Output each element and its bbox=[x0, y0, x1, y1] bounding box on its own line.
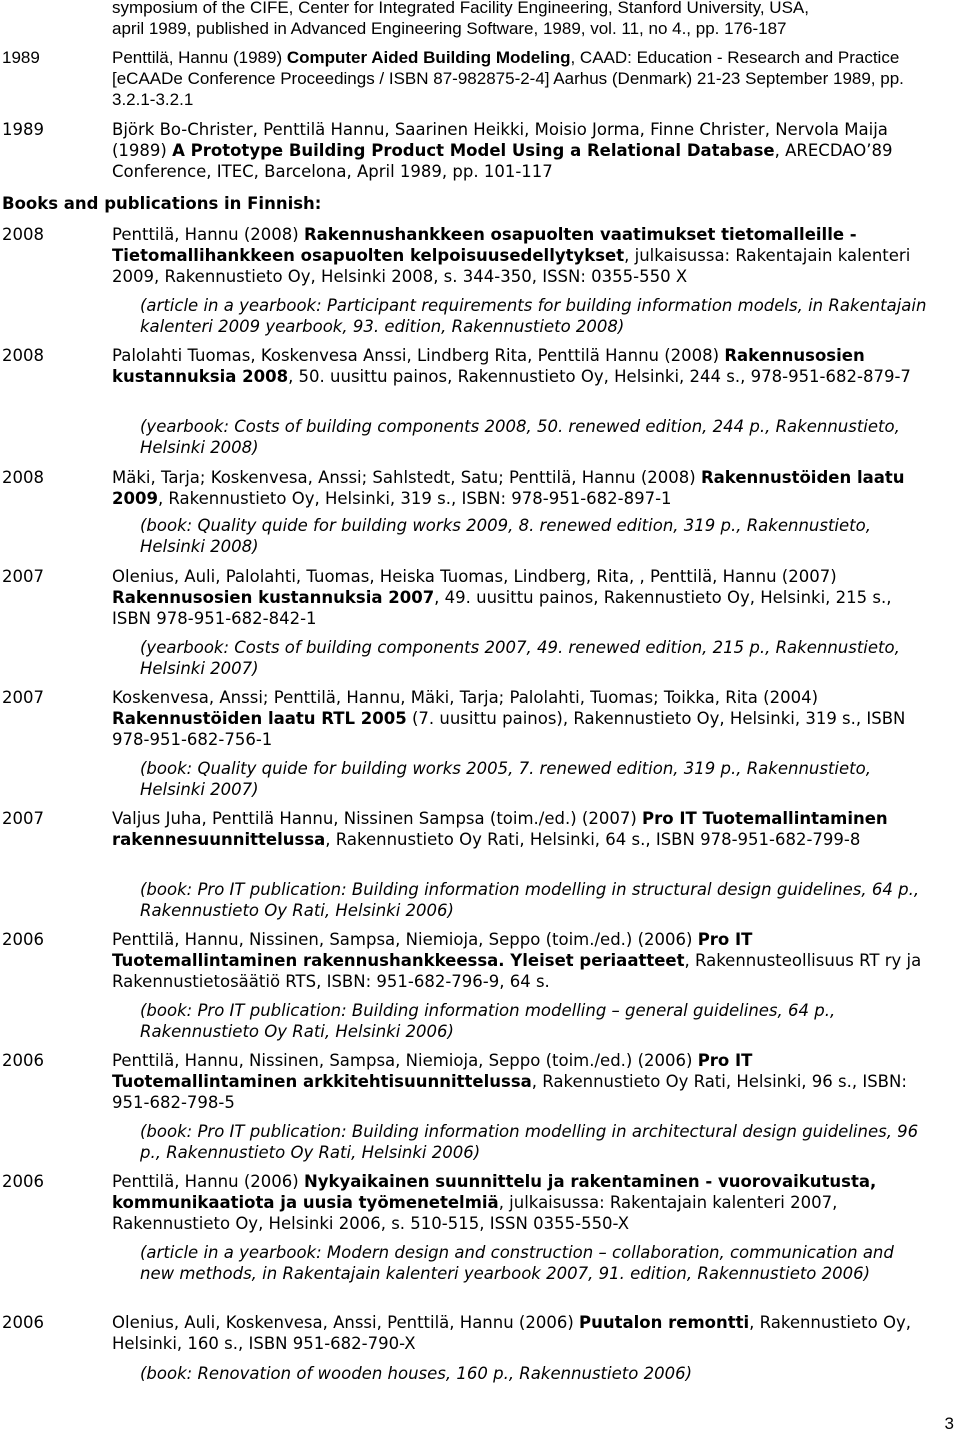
entry-title: Nykyaikainen suunnittelu ja rakentaminen - vuorovaikutusta, kommunikaatiota ja uusia työmenetelmiä bbox=[112, 1172, 877, 1212]
entry-english-note: (book: Pro IT publication: Building information modelling in structural design guidelines, 64 p., Rakennustieto Oy Rati, Helsinki 2006) bbox=[140, 880, 920, 920]
entry-details: , CAAD: Education - Research and Practice [eCAADe Conference Proceedings / ISBN 87-982875-2-4] Aarhus (Denmark) 21-23 September 1989, pp. 3.2.1-3.2.1 bbox=[112, 48, 904, 109]
entry-year: 2007 bbox=[2, 567, 44, 586]
entry-title: Rakennushankkeen osapuolten vaatimukset tietomalleille - Tietomallihankkeen osapuolten kelpoisuusedellytykset bbox=[112, 225, 857, 265]
entry-english-note: (book: Pro IT publication: Building information modelling – general guidelines, 64 p., Rakennustieto Oy Rati, Helsinki 2006) bbox=[140, 1001, 836, 1041]
entry-text bbox=[112, 1050, 932, 1113]
entry-authors: Penttilä, Hannu (2008) bbox=[112, 225, 304, 244]
entry-authors: Mäki, Tarja; Koskenvesa, Anssi; Sahlstedt, Satu; Penttilä, Hannu (2008) bbox=[112, 468, 701, 487]
entry-authors: Penttilä, Hannu, Nissinen, Sampsa, Niemioja, Seppo (toim./ed.) (2006) bbox=[112, 1051, 698, 1070]
entry-title: Pro IT Tuotemallintaminen arkkitehtisuunnittelussa bbox=[112, 1051, 753, 1091]
entry-authors: Penttilä, Hannu (2006) bbox=[112, 1172, 304, 1191]
entry-text bbox=[112, 566, 932, 629]
entry-details: , Rakennusteollisuus RT ry ja Rakennustietosäätiö RTS, ISBN: 951-682-796-9, 64 s. bbox=[112, 951, 922, 991]
page-number: 3 bbox=[944, 1414, 954, 1433]
entry-year: 2007 bbox=[2, 809, 44, 828]
entry-english-note: (yearbook: Costs of building components 2008, 50. renewed edition, 244 p., Rakennustieto, Helsinki 2008) bbox=[140, 417, 900, 457]
entry-text bbox=[112, 808, 932, 850]
entry-year: 2006 bbox=[2, 930, 44, 949]
entry-title: Puutalon remontti bbox=[579, 1313, 750, 1332]
entry-text bbox=[112, 929, 932, 992]
entry-year: 2006 bbox=[2, 1172, 44, 1191]
entry-text bbox=[112, 119, 932, 182]
entry-details: , Rakennustieto Oy, Helsinki, 160 s., ISBN 951-682-790-X bbox=[112, 1313, 911, 1353]
entry-title: Pro IT Tuotemallintaminen rakennesuunnittelussa bbox=[112, 809, 888, 849]
entry-text bbox=[112, 467, 932, 509]
entry-title: Pro IT Tuotemallintaminen rakennushankkeessa. Yleiset periaatteet bbox=[112, 930, 753, 970]
entry-details: , julkaisussa: Rakentajain kalenteri 2009, Rakennustieto Oy, Helsinki 2008, s. 344-350, ISSN: 0355-550 X bbox=[112, 246, 911, 286]
entry-authors: Olenius, Auli, Koskenvesa, Anssi, Penttilä, Hannu (2006) bbox=[112, 1313, 580, 1332]
entry-details: , Rakennustieto Oy, Helsinki, 319 s., ISBN: 978-951-682-897-1 bbox=[157, 489, 672, 508]
entry-english-note: (book: Pro IT publication: Building information modelling in architectural design guidelines, 96 p., Rakennustieto Oy Rati, Helsinki 2006) bbox=[140, 1122, 919, 1162]
section-heading-finnish: Books and publications in Finnish: bbox=[2, 194, 322, 213]
entry-authors: Palolahti Tuomas, Koskenvesa Anssi, Lindberg Rita, Penttilä Hannu (2008) bbox=[112, 346, 725, 365]
entry-year: 2007 bbox=[2, 688, 44, 707]
entry-title: A Prototype Building Product Model Using a Relational Database bbox=[172, 141, 775, 160]
entry-title: Rakennustöiden laatu 2009 bbox=[112, 468, 905, 508]
entry-authors: Olenius, Auli, Palolahti, Tuomas, Heiska Tuomas, Lindberg, Rita, , Penttilä, Hannu (2007) bbox=[112, 567, 837, 586]
entry-text bbox=[112, 1171, 932, 1234]
entry-english-note: (article in a yearbook: Modern design and construction – collaboration, communication and new methods, in Rakentajain kalenteri yearbook 2007, 91. edition, Rakennustieto 2006) bbox=[140, 1243, 894, 1283]
entry-year: 1989 bbox=[2, 48, 40, 67]
entry-title: Computer Aided Building Modeling bbox=[286, 48, 571, 67]
entry-english-note: (yearbook: Costs of building components 2007, 49. renewed edition, 215 p., Rakennustieto, Helsinki 2007) bbox=[140, 638, 900, 678]
entry-authors: Penttilä, Hannu (1989) bbox=[112, 48, 287, 67]
entry-year: 2006 bbox=[2, 1051, 44, 1070]
entry-english-note: (book: Renovation of wooden houses, 160 p., Rakennustieto 2006) bbox=[140, 1364, 693, 1383]
entry-text bbox=[112, 345, 932, 387]
entry-details: , 49. uusittu painos, Rakennustieto Oy, Helsinki, 215 s., ISBN 978-951-682-842-1 bbox=[112, 588, 892, 628]
entry-year: 1989 bbox=[2, 120, 44, 139]
entry-text bbox=[112, 224, 932, 287]
entry-text bbox=[112, 1312, 932, 1354]
entry-year: 2006 bbox=[2, 1313, 44, 1332]
continuation-line-1: symposium of the CIFE, Center for Integrated Facility Engineering, Stanford University, USA, bbox=[112, 0, 809, 17]
entry-english-note: (article in a yearbook: Participant requirements for building information models, in Rakentajain kalenteri 2009 yearbook, 93. edition, Rakennustieto 2008) bbox=[140, 296, 927, 336]
entry-year: 2008 bbox=[2, 468, 44, 487]
entry-english-note: (book: Quality quide for building works 2005, 7. renewed edition, 319 p., Rakennustieto, Helsinki 2007) bbox=[140, 759, 871, 799]
continuation-line-2: april 1989, published in Advanced Engineering Software, 1989, vol. 11, no 4., pp. 176-187 bbox=[112, 19, 787, 38]
entry-text bbox=[112, 47, 932, 110]
entry-details: , Rakennustieto Oy Rati, Helsinki, 96 s., ISBN: 951-682-798-5 bbox=[112, 1072, 907, 1112]
entry-details: (7. uusittu painos), Rakennustieto Oy, Helsinki, 319 s., ISBN 978-951-682-756-1 bbox=[112, 709, 906, 749]
entry-title: Rakennusosien kustannuksia 2007 bbox=[112, 588, 435, 607]
entry-details: , ARECDAO’89 Conference, ITEC, Barcelona, April 1989, pp. 101-117 bbox=[112, 141, 893, 181]
entry-year: 2008 bbox=[2, 346, 44, 365]
entry-authors: Valjus Juha, Penttilä Hannu, Nissinen Sampsa (toim./ed.) (2007) bbox=[112, 809, 643, 828]
entry-english-note: (book: Quality quide for building works 2009, 8. renewed edition, 319 p., Rakennustieto, Helsinki 2008) bbox=[140, 516, 871, 556]
continuation-text bbox=[112, 0, 932, 39]
entry-title: Rakennusosien kustannuksia 2008 bbox=[112, 346, 865, 386]
entry-details: , julkaisussa: Rakentajain kalenteri 2007, Rakennustieto Oy, Helsinki 2006, s. 510-515, ISSN 0355-550-X bbox=[112, 1193, 838, 1233]
entry-title: Rakennustöiden laatu RTL 2005 bbox=[112, 709, 407, 728]
entry-authors: Koskenvesa, Anssi; Penttilä, Hannu, Mäki, Tarja; Palolahti, Tuomas; Toikka, Rita (2004) bbox=[112, 688, 819, 707]
entry-details: , 50. uusittu painos, Rakennustieto Oy, Helsinki, 244 s., 978-951-682-879-7 bbox=[288, 367, 911, 386]
entry-details: , Rakennustieto Oy Rati, Helsinki, 64 s., ISBN 978-951-682-799-8 bbox=[325, 830, 861, 849]
entry-authors: Penttilä, Hannu, Nissinen, Sampsa, Niemioja, Seppo (toim./ed.) (2006) bbox=[112, 930, 698, 949]
entry-authors: Björk Bo-Christer, Penttilä Hannu, Saarinen Heikki, Moisio Jorma, Finne Christer, Nervola Maija (1989) bbox=[112, 120, 888, 160]
entry-year: 2008 bbox=[2, 225, 44, 244]
entry-text bbox=[112, 687, 932, 750]
